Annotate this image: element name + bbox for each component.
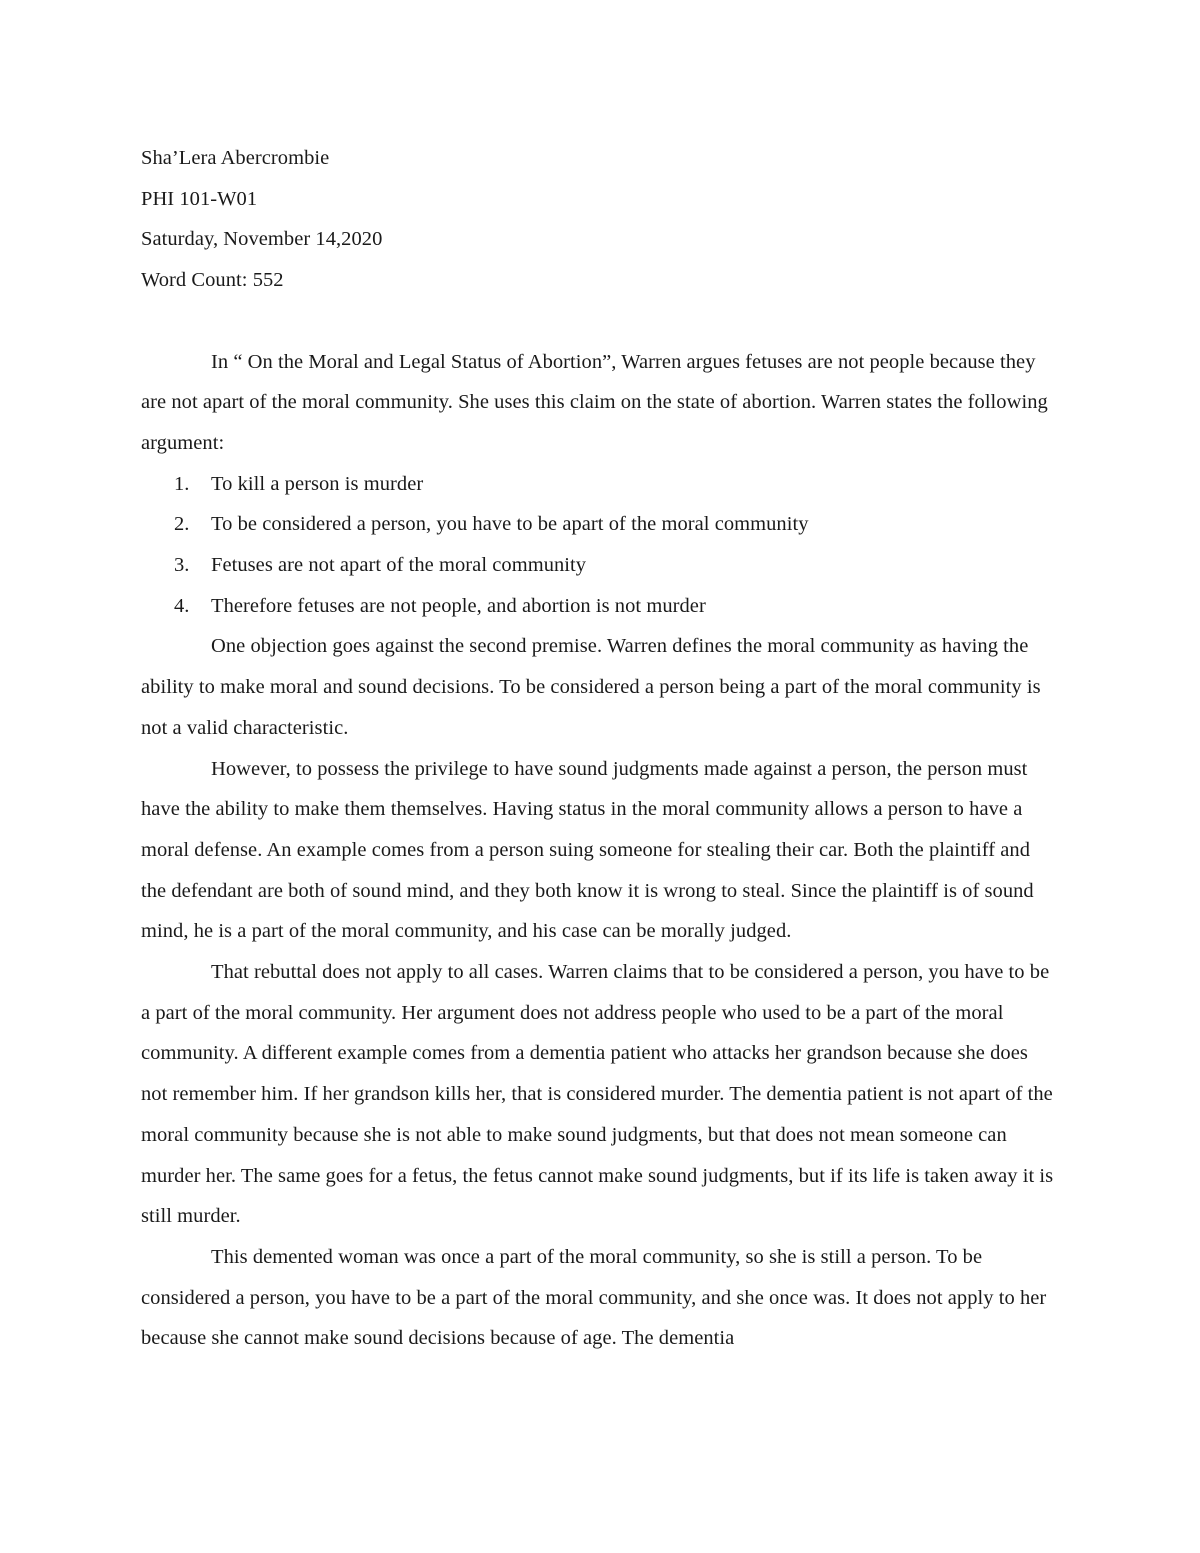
list-number: 2.	[174, 513, 190, 536]
list-item-text: Therefore fetuses are not people, and abortion is not murder	[211, 594, 706, 617]
argument-premise-2	[141, 504, 1059, 545]
list-item-text: To kill a person is murder	[211, 472, 424, 495]
list-number: 4.	[174, 594, 190, 617]
word-count: Word Count: 552	[141, 269, 284, 292]
blank-line	[141, 301, 1059, 342]
document-date: Saturday, November 14,2020	[141, 228, 383, 251]
argument-premise-3	[141, 545, 1059, 586]
objection-paragraph: One objection goes against the second premise. Warren defines the moral community as having the ability to make moral and sound decisions. To be considered a person being a part of the moral community is not a valid characteristic.	[141, 635, 1041, 739]
argument-conclusion	[141, 586, 1059, 627]
author-name: Sha’Lera Abercrombie	[141, 147, 330, 169]
list-number: 1.	[174, 472, 190, 495]
intro-paragraph: In “ On the Moral and Legal Status of Abortion”, Warren argues fetuses are not people because they are not apart of the moral community. She uses this claim on the state of abortion. Warren states the following argument:	[141, 350, 1048, 454]
continuation-paragraph: This demented woman was once a part of the moral community, so she is still a person. To be considered a person, you have to be a part of the moral community, and she once was. It does not apply to her because she cannot make sound decisions because of age. The dementia	[141, 1245, 1047, 1350]
argument-list	[141, 464, 1059, 627]
course-code: PHI 101-W01	[141, 187, 258, 210]
list-item-text: To be considered a person, you have to be apart of the moral community	[211, 513, 809, 536]
document-body	[141, 138, 1059, 1359]
rebuttal-paragraph: That rebuttal does not apply to all cases. Warren claims that to be considered a person, you have to be a part of the moral community. Her argument does not address people who used to be a part of the moral community. A different example comes from a dementia patient who attacks her grandson because she does not remember him. If her grandson kills her, that is considered murder. The dementia patient is not apart of the moral community because she is not able to make sound judgments, but that does not mean someone can murder her. The same goes for a fetus, the fetus cannot make sound judgments, but if its life is taken away it is still murder.	[141, 961, 1054, 1228]
list-item-text: Fetuses are not apart of the moral community	[211, 554, 587, 577]
list-number: 3.	[174, 554, 190, 577]
argument-premise-1	[141, 464, 1059, 505]
response-paragraph: However, to possess the privilege to have sound judgments made against a person, the person must have the ability to make them themselves. Having status in the moral community allows a person to have a moral defense. An example comes from a person suing someone for stealing their car. Both the plaintiff and the defendant are both of sound mind, and they both know it is wrong to steal. Since the plaintiff is of sound mind, he is a part of the moral community, and his case can be morally judged.	[141, 757, 1034, 943]
